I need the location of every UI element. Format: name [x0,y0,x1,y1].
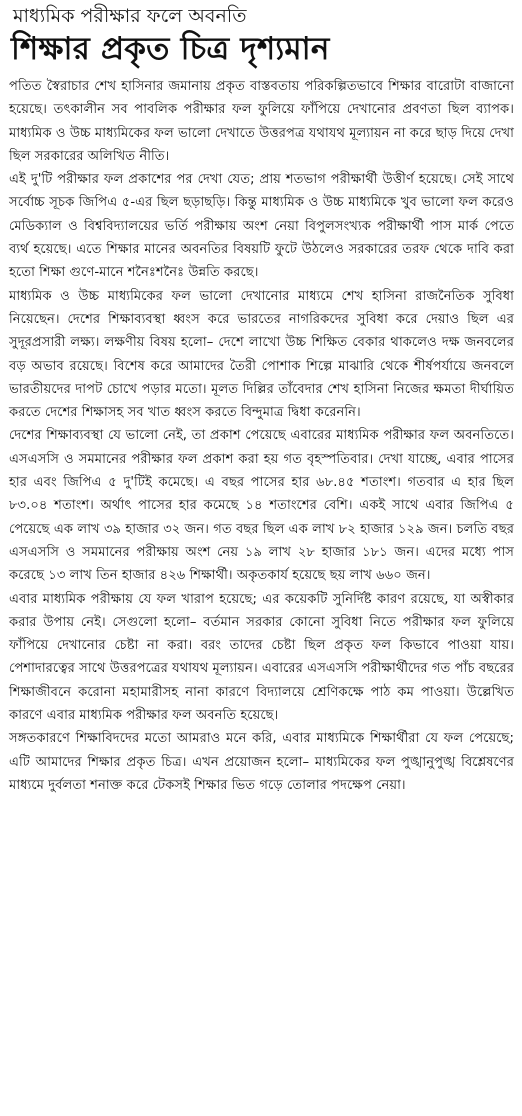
article-headline: শিক্ষার প্রকৃত চিত্র দৃশ্যমান [11,31,330,67]
article-paragraph-4: দেশের শিক্ষাব্যবস্থা যে ভালো নেই, তা প্রকাশ পেয়েছে এবারের মাধ্যমিক পরীক্ষার ফল অবনতিতে। এসএসসি ও সমমানের পরীক্ষার ফল প্রকাশ করা হয় গত বৃহস্পতিবার। দেখা যাচ্ছে, এবার পাসের হার এবং জিপিএ ৫ দু'টিই কমেছে। এ বছর পাসের হার ৬৮.৪৫ শতাংশ। গতবার এ হার ছিল ৮৩.০৪ শতাংশ। অর্থাৎ পাসের হার কমেছে ১৪ শতাংশের বেশি। একই সাথে এবার জিপিএ ৫ পেয়েছে এক লাখ ৩৯ হাজার ৩২ জন। গত বছর ছিল এক লাখ ৮২ হাজার ১২৯ জন। চলতি বছর এসএসসি ও সমমানের পরীক্ষায় অংশ নেয় ১৯ লাখ ২৮ হাজার ১৮১ জন। এদের মধ্যে পাস করেছে ১৩ লাখ তিন হাজার ৪২৬ শিক্ষার্থী। অকৃতকার্য হয়েছে ছয় লাখ ৬৬০ জন। [9,428,514,584]
article-body [9,75,514,797]
article-paragraph-2: এই দু'টি পরীক্ষার ফল প্রকাশের পর দেখা যেত; প্রায় শতভাগ পরীক্ষার্থী উত্তীর্ণ হয়েছে। সেই সাথে সর্বোচ্চ সূচক জিপিএ ৫-এর ছিল ছড়াছড়ি। কিন্তু মাধ্যমিক ও উচ্চ মাধ্যমিকে খুব ভালো ফল করেও মেডিক্যাল ও বিশ্ববিদ্যালয়ের ভর্তি পরীক্ষায় অংশ নেয়া বিপুলসংখ্যক পরীক্ষার্থী পাস মার্ক পেতে ব্যর্থ হয়েছে। এতে শিক্ষার মানের অবনতির বিষয়টি ফুটে উঠলেও সরকারের তরফ থেকে দাবি করা হতো শিক্ষা গুণে-মানে শনৈঃশনৈঃ উন্নতি করছে। [9,172,514,281]
article-paragraph-1: পতিত স্বৈরাচার শেখ হাসিনার জমানায় প্রকৃত বাস্তবতায় পরিকল্পিতভাবে শিক্ষার বারোটা বাজানো হয়েছে। তৎকালীন সব পাবলিক পরীক্ষার ফল ফুলিয়ে ফাঁপিয়ে দেখানোর প্রবণতা ছিল ব্যাপক। মাধ্যমিক ও উচ্চ মাধ্যমিকের ফল ভালো দেখাতে উত্তরপত্র যথাযথ মূল্যায়ন না করে ছাড় দিয়ে দেখা ছিল সরকারের অলিখিত নীতি। [9,79,514,164]
article-paragraph-5: এবার মাধ্যমিক পরীক্ষায় যে ফল খারাপ হয়েছে; এর কয়েকটি সুনির্দিষ্ট কারণ রয়েছে, যা অস্বীকার করার উপায় নেই। সেগুলো হলো– বর্তমান সরকার কোনো সুবিধা নিতে পরীক্ষার ফল ফুলিয়ে ফাঁপিয়ে দেখানোর চেষ্টা না করা। বরং তাদের চেষ্টা ছিল প্রকৃত ফল কিভাবে পাওয়া যায়। পেশাদারত্বের সাথে উত্তরপত্রের যথাযথ মূল্যায়ন। এবারের এসএসসি পরীক্ষার্থীদের গত পাঁচ বছরের শিক্ষাজীবনে করোনা মহামারীসহ নানা কারণে বিদ্যালয়ে শ্রেণিকক্ষে পাঠ কম পাওয়া। উল্লেখিত কারণে এবার মাধ্যমিক পরীক্ষার ফল অবনতি হয়েছে। [9,591,514,724]
article-paragraph-3: মাধ্যমিক ও উচ্চ মাধ্যমিকের ফল ভালো দেখানোর মাধ্যমে শেখ হাসিনা রাজনৈতিক সুবিধা নিয়েছেন। দেশের শিক্ষাব্যবস্থা ধ্বংস করে ভারতের নাগরিকদের সুবিধা করে দেয়াও ছিল এর সুদূরপ্রসারী লক্ষ্য। লক্ষণীয় বিষয় হলো– দেশে লাখো উচ্চ শিক্ষিত বেকার থাকলেও দক্ষ জনবলের বড় অভাব রয়েছে। বিশেষ করে আমাদের তৈরী পোশাক শিল্পে মাঝারি থেকে শীর্ষপর্যায়ে জনবলে ভারতীয়দের দাপট চোখে পড়ার মতো। মূলত দিল্লির তাঁবেদার শেখ হাসিনা নিজের ক্ষমতা দীর্ঘায়িত করতে দেশের শিক্ষাসহ সব খাত ধ্বংস করতে বিন্দুমাত্র দ্বিধা করেননি। [9,288,514,421]
article-paragraph-6: সঙ্গতকারণে শিক্ষাবিদদের মতো আমরাও মনে করি, এবার মাধ্যমিকে শিক্ষার্থীরা যে ফল পেয়েছে; এটি আমাদের শিক্ষার প্রকৃত চিত্র। এখন প্রয়োজন হলো– মাধ্যমিকের ফল পুঙ্খানুপুঙ্খ বিশ্লেষণের মাধ্যমে দুর্বলতা শনাক্ত করে টেকসই শিক্ষার ভিত গড়ে তোলার পদক্ষেপ নেয়া। [9,731,514,793]
article-kicker: মাধ্যমিক পরীক্ষার ফলে অবনতি [13,5,247,27]
